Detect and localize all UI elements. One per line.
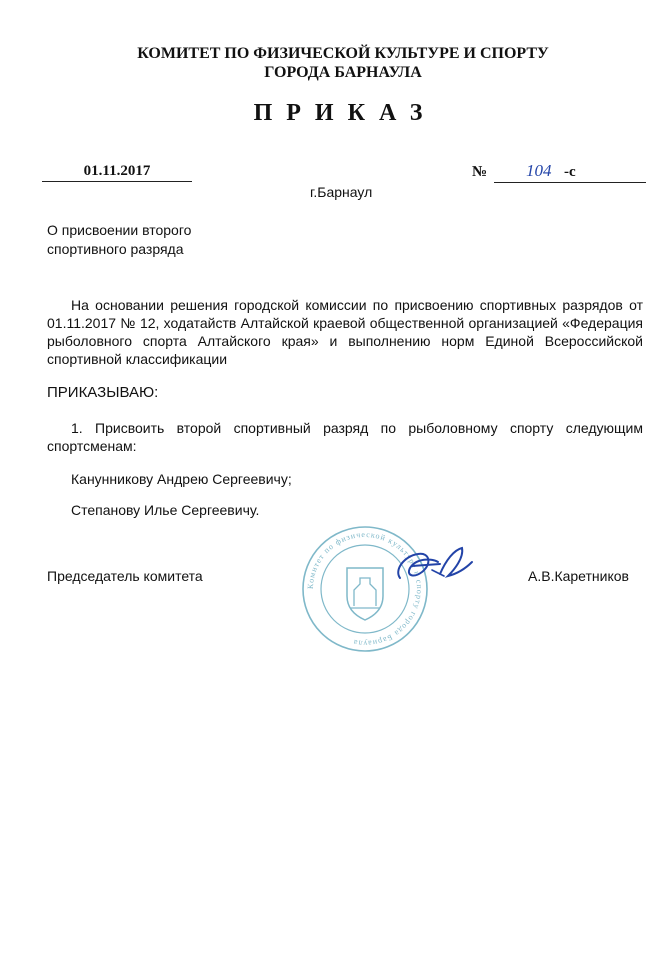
subject-line2: спортивного разряда [47,241,184,257]
athlete-1: Канунникову Андрею Сергеевичу; [71,471,292,487]
athlete-2: Степанову Илье Сергеевичу. [71,502,260,518]
org-name-line2: ГОРОДА БАРНАУЛА [264,64,422,81]
order-item-1: 1. Присвоить второй спортивный разряд по рыболовному спорту следующим спортсменам: [47,420,643,454]
document-title: ПРИКАЗ [253,100,437,126]
number-suffix: -с [564,164,576,180]
org-name-line1: КОМИТЕТ ПО ФИЗИЧЕСКОЙ КУЛЬТУРЕ И СПОРТУ [137,45,549,62]
signatory-name: А.В.Каретников [528,568,629,584]
order-word: ПРИКАЗЫВАЮ: [47,384,159,401]
number-sign: № [472,164,488,180]
signatory-title: Председатель комитета [47,568,203,584]
document-number: 104 [526,161,552,180]
subject-line1: О присвоении второго [47,222,192,238]
svg-text:Комитет по физической культуре: Комитет по физической культуре и спорту города Барнаула [305,529,425,649]
handwritten-signature [392,540,482,592]
basis-paragraph: На основании решения городской комиссии по присвоению спортивных разрядов от 01.11.2017 № 12, ходатайств Алтайской краевой общественной организацией «Федерация рыболовного спорта Алтайского края» и выполнению норм Единой Всероссийской спортивной классификации [47,297,643,367]
document-subject [47,221,267,259]
document-city: г.Барнаул [310,184,373,200]
document-date: 01.11.2017 [42,163,192,182]
